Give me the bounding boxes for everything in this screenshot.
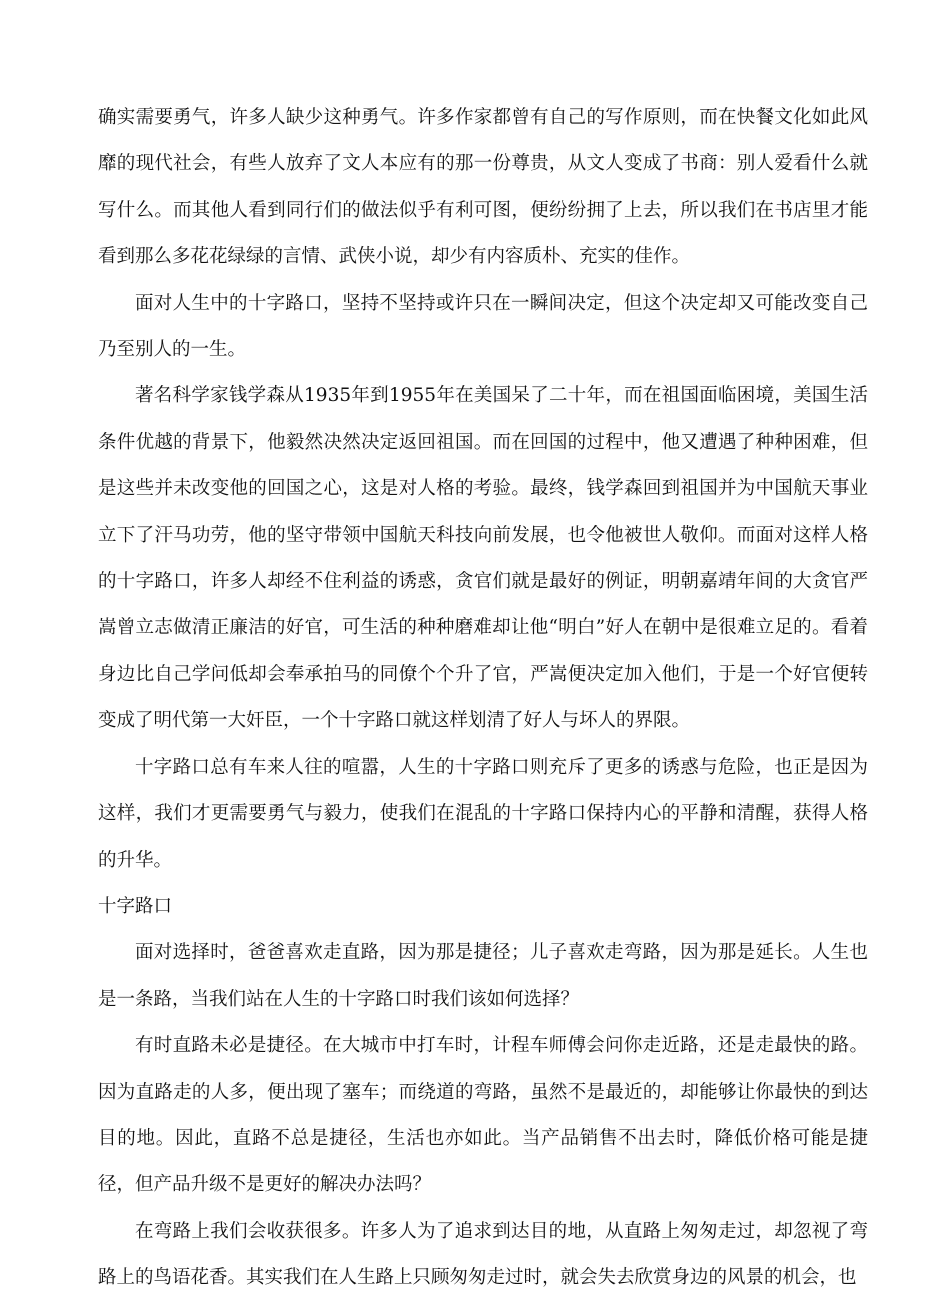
paragraph: 在弯路上我们会收获很多。许多人为了追求到达目的地，从直路上匆匆走过，却忽视了弯路上的鸟语花香。其实我们在人生路上只顾匆匆走过时，就会失去欣赏身边的风景的机会，也 bbox=[98, 1220, 868, 1289]
paragraph: 著名科学家钱学森从1935年到1955年在美国呆了二十年，而在祖国面临困境，美国生活条件优越的背景下，他毅然决然决定返回祖国。而在回国的过程中，他又遭遇了种种困难，但是这些并未改变他的回国之心，这是对人格的考验。最终，钱学森回到祖国并为中国航天事业立下了汗马功劳，他的坚守带领中国航天科技向前发展，也令他被世人敬仰。而面对这样人格的十字路口，许多人却经不住利益的诱惑，贪官们就是最好的例证，明朝嘉靖年间的大贪官严嵩曾立志做清正廉洁的好官，可生活的种种磨难却让他“明白”好人在朝中是很难立足的。看着身边比自己学问低却会奉承拍马的同僚个个升了官，严嵩便决定加入他们，于是一个好官便转变成了明代第一大奸臣，一个十字路口就这样划清了好人与坏人的界限。 bbox=[98, 385, 868, 732]
paragraph: 十字路口总有车来人往的喧嚣，人生的十字路口则充斥了更多的诱惑与危险，也正是因为这样，我们才更需要勇气与毅力，使我们在混乱的十字路口保持内心的平静和清醒，获得人格的升华。 bbox=[98, 756, 868, 871]
paragraph: 确实需要勇气，许多人缺少这种勇气。许多作家都曾有自己的写作原则，而在快餐文化如此风靡的现代社会，有些人放弃了文人本应有的那一份尊贵，从文人变成了书商：别人爱看什么就写什么。而其他人看到同行们的做法似乎有利可图，便纷纷拥了上去，所以我们在书店里才能看到那么多花花绿绿的言情、武侠小说，却少有内容质朴、充实的佳作。 bbox=[98, 107, 868, 268]
paragraph: 面对人生中的十字路口，坚持不坚持或许只在一瞬间决定，但这个决定却又可能改变自己乃至别人的一生。 bbox=[98, 292, 868, 361]
paragraph: 面对选择时，爸爸喜欢走直路，因为那是捷径；儿子喜欢走弯路，因为那是延长。人生也是一条路，当我们站在人生的十字路口时我们该如何选择？ bbox=[98, 942, 868, 1010]
essay-title: 十字路口 bbox=[98, 895, 173, 917]
document-body bbox=[98, 95, 868, 1302]
paragraph: 有时直路未必是捷径。在大城市中打车时，计程车师傅会问你走近路，还是走最快的路。因为直路走的人多，便出现了塞车；而绕道的弯路，虽然不是最近的，却能够让你最快的到达目的地。因此，直路不总是捷径，生活也亦如此。当产品销售不出去时，降低价格可能是捷径，但产品升级不是更好的解决办法吗？ bbox=[98, 1035, 868, 1196]
